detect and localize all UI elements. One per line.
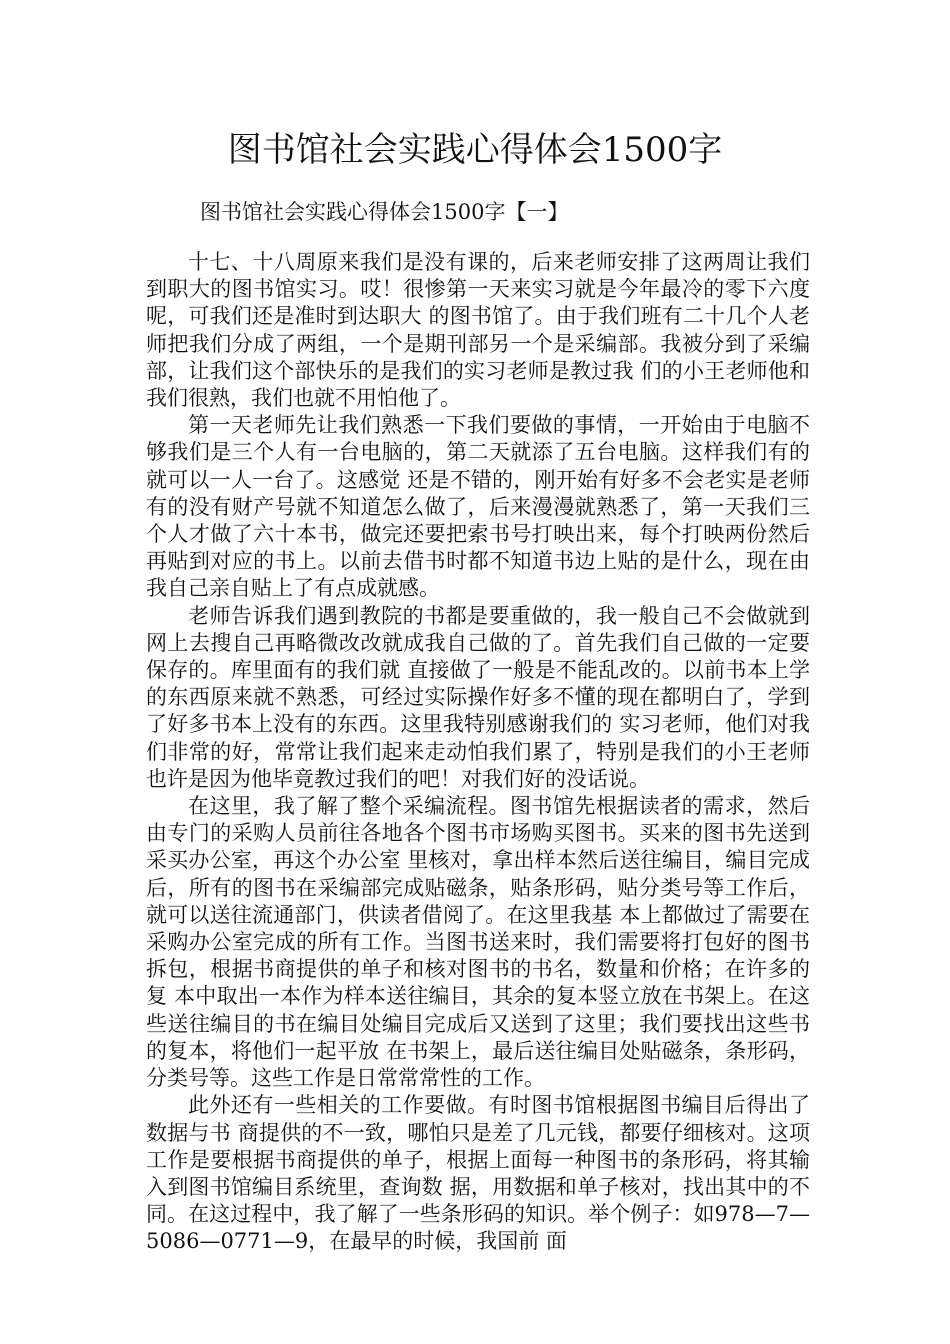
paragraph-1: 十七、十八周原来我们是没有课的，后来老师安排了这两周让我们到职大的图书馆实习。哎！很惨第一天来实习就是今年最冷的零下六度呢，可我们还是准时到达职大 的图书馆了。由于我们班有二十几个人老师把我们分成了两组，一个是期刊部另一个是采编部。我被分到了采编部，让我们这个部快乐的是我们的实习老师是教过我 们的小王老师他和我们很熟，我们也就不用怕他了。: [146, 250, 810, 411]
paragraph-2: 第一天老师先让我们熟悉一下我们要做的事情，一开始由于电脑不够我们是三个人有一台电脑的，第二天就添了五台电脑。这样我们有的就可以一人一台了。这感觉 还是不错的，刚开始有好多不会老实是老师有的没有财产号就不知道怎么做了，后来漫漫就熟悉了，第一天我们三个人才做了六十本书，做完还要把索书号打映出来，每个打映两份然后再贴到对应的书上。以前去借书时都不知道书边上贴的是什么，现在由我自己亲自贴上了有点成就感。: [146, 413, 810, 601]
section-heading: 图书馆社会实践心得体会1500字【一】: [200, 200, 569, 224]
document-body: [146, 249, 810, 1256]
paragraph-3: 老师告诉我们遇到教院的书都是要重做的，我一般自己不会做就到网上去搜自己再略微改改就成我自己做的了。首先我们自己做的一定要保存的。库里面有的我们就 直接做了一般是不能乱改的。以前书本上学的东西原来就不熟悉，可经过实际操作好多不懂的现在都明白了，学到了好多书本上没有的东西。这里我特别感谢我们的 实习老师，他们对我们非常的好，常常让我们起来走动怕我们累了，特别是我们的小王老师也许是因为他毕竟教过我们的吧！对我们好的没话说。: [146, 603, 810, 791]
paragraph-4: 在这里，我了解了整个采编流程。图书馆先根据读者的需求，然后由专门的采购人员前往各地各个图书市场购买图书。买来的图书先送到采买办公室，再这个办公室 里核对，拿出样本然后送往编目，编目完成后，所有的图书在采编部完成贴磁条，贴条形码，贴分类号等工作后，就可以送往流通部门，供读者借阅了。在这里我基 本上都做过了需要在采购办公室完成的所有工作。当图书送来时，我们需要将打包好的图书拆包，根据书商提供的单子和核对图书的书名，数量和价格；在许多的复 本中取出一本作为样本送往编目，其余的复本竖立放在书架上。在这些送往编目的书在编目处编目完成后又送到了这里；我们要找出这些书的复本，将他们一起平放 在书架上，最后送往编目处贴磁条，条形码，分类号等。这些工作是日常常常性的工作。: [146, 794, 810, 1091]
document-title: 图书馆社会实践心得体会1500字: [227, 130, 723, 170]
paragraph-5: 此外还有一些相关的工作要做。有时图书馆根据图书编目后得出了数据与书 商提供的不一致，哪怕只是差了几元钱，都要仔细核对。这项工作是要根据书商提供的单子，根据上面每一种图书的条形码，将其输入到图书馆编目系统里，查询数 据，用数据和单子核对，找出其中的不同。在这过程中，我了解了一些条形码的知识。举个例子：如978—7—5086—0771—9，在最早的时候，我国前 面: [146, 1093, 810, 1254]
